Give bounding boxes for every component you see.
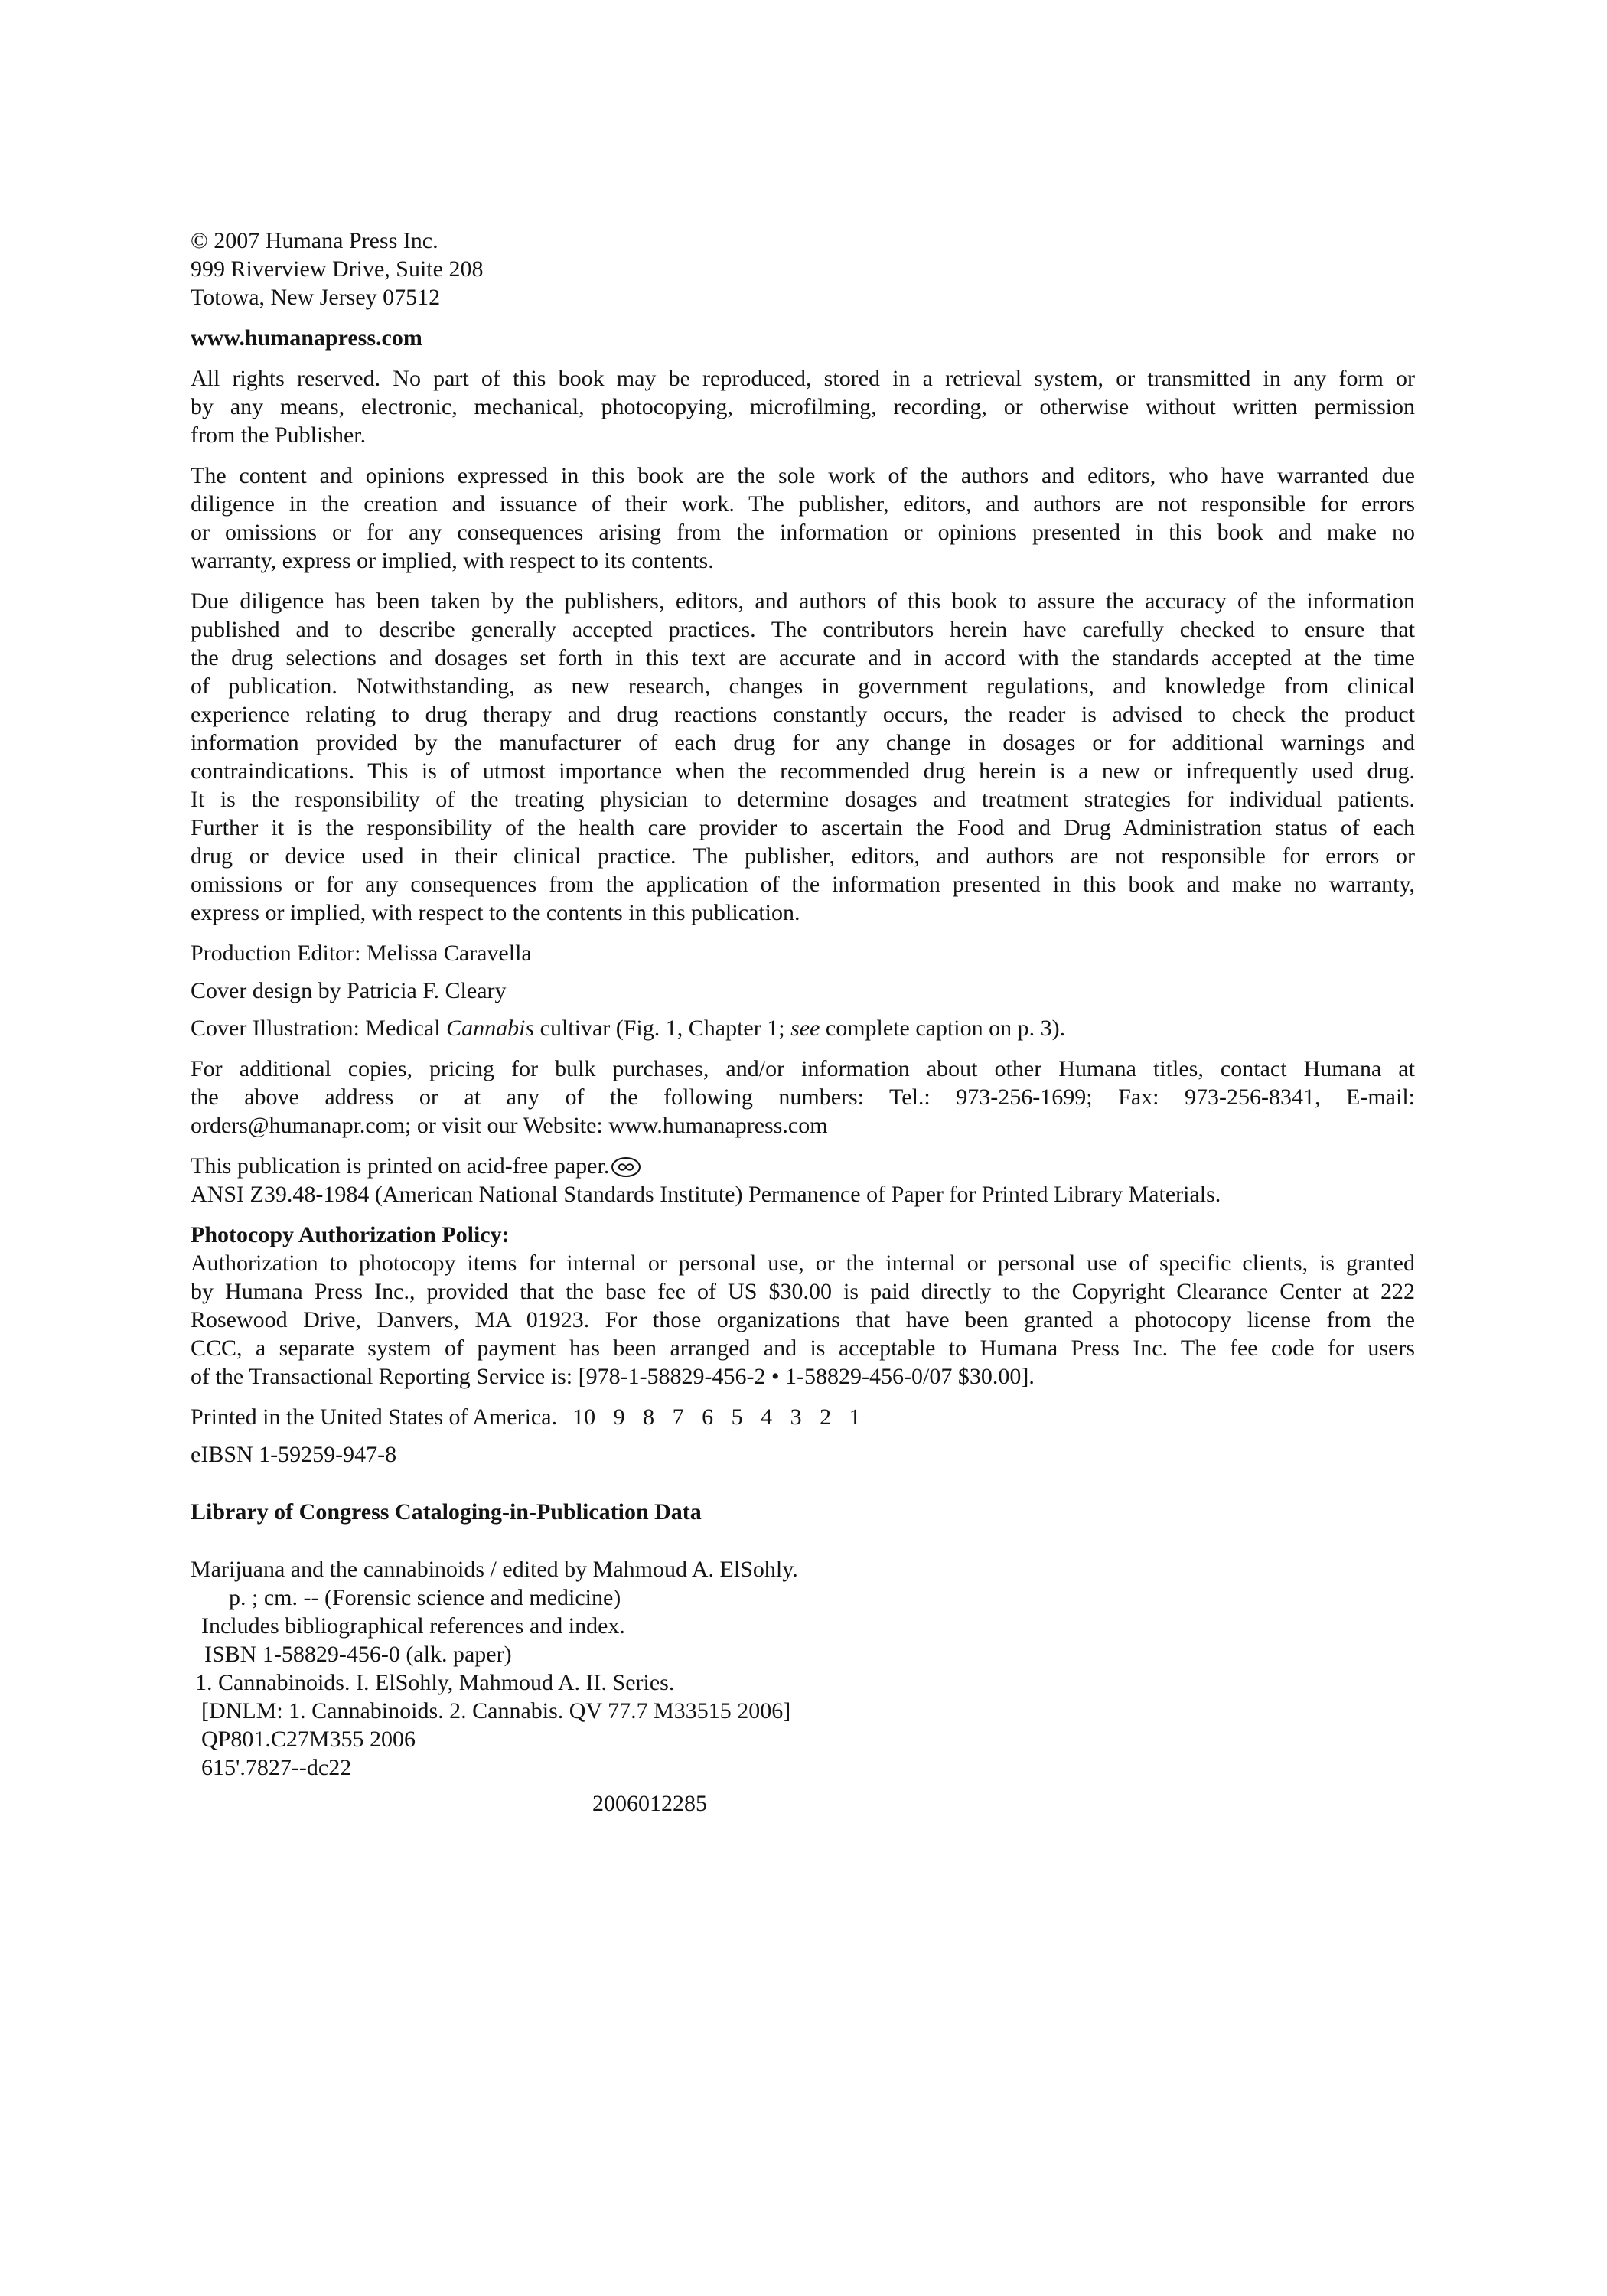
paragraph-line: of the Transactional Reporting Service is: [978-1-58829-456-2 • 1-58829-456-0/07 $30.00]. [191,1364,1035,1389]
cip-block [191,1498,1415,1818]
address-line-2: Totowa, New Jersey 07512 [191,285,441,310]
copyright-page [191,227,1415,1818]
paragraph-line: express or implied, with respect to the contents in this publication. [191,900,800,925]
cover-illustration: Cover Illustration: Medical Cannabis cultivar (Fig. 1, Chapter 1; see complete caption on p. 3). [191,1016,1066,1041]
paragraph-line: For additional copies, pricing for bulk purchases, and/or information about other Humana titles, contact Humana at [191,1056,1415,1081]
cip-dewey: 615'.7827--dc22 [201,1755,352,1780]
paragraph-line: from the Publisher. [191,422,367,448]
paragraph-line: contraindications. This is of utmost importance when the recommended drug herein is a new or infrequently used drug. [191,758,1415,784]
additional-copies-paragraph [191,1055,1415,1140]
paragraph-line: information provided by the manufacturer of each drug for any change in dosages or for additional warnings and [191,730,1415,755]
publisher-block [191,227,1415,311]
paragraph-line: CCC, a separate system of payment has been arranged and is acceptable to Humana Press Inc. The fee code for users [191,1336,1415,1361]
paragraph-line: drug or device used in their clinical practice. The publisher, editors, and authors are not responsible for errors or [191,843,1415,869]
print-number-line: 10 9 8 7 6 5 4 3 2 1 [572,1404,861,1430]
photocopy-heading: Photocopy Authorization Policy: [191,1222,510,1247]
address-line-1: 999 Riverview Drive, Suite 208 [191,256,484,282]
paragraph-line: diligence in the creation and issuance of their work. The publisher, editors, and authors are not responsible for errors [191,491,1415,517]
cip-isbn: ISBN 1-58829-456-0 (alk. paper) [204,1642,512,1667]
cip-lccn: 2006012285 [592,1791,707,1816]
cip-dnlm: [DNLM: 1. Cannabinoids. 2. Cannabis. QV 77.7 M33515 2006] [201,1698,791,1724]
copyright-line: © 2007 Humana Press Inc. [191,228,438,253]
paragraph-line: by any means, electronic, mechanical, photocopying, microfilming, recording, or otherwise without written permission [191,394,1415,419]
cover-design: Cover design by Patricia F. Cleary [191,978,507,1003]
credits-block [191,939,1415,1042]
eisbn-line: eIBSN 1-59259-947-8 [191,1442,397,1467]
photocopy-policy [191,1221,1415,1391]
paragraph-line: Rosewood Drive, Danvers, MA 01923. For those organizations that have been granted a photocopy license from the [191,1307,1415,1332]
paragraph-line: Authorization to photocopy items for internal or personal use, or the internal or personal use of specific clients, is granted [191,1251,1415,1276]
paragraph-line: the drug selections and dosages set forth in this text are accurate and in accord with the standards accepted at the time [191,645,1415,670]
content-disclaimer-paragraph [191,461,1415,575]
paragraph-line: experience relating to drug therapy and drug reactions constantly occurs, the reader is advised to check the product [191,702,1415,727]
paper-block [191,1152,1415,1208]
cip-includes: Includes bibliographical references and index. [201,1613,625,1639]
paragraph-line: Further it is the responsibility of the health care provider to ascertain the Food and Drug Administration status of each [191,815,1415,840]
publisher-website: www.humanapress.com [191,325,422,351]
paragraph-line: Due diligence has been taken by the publishers, editors, and authors of this book to assure the accuracy of the information [191,589,1415,614]
paragraph-line: warranty, express or implied, with respect to its contents. [191,548,714,573]
paragraph-line: by Humana Press Inc., provided that the base fee of US $30.00 is paid directly to the Copyright Clearance Center at 222 [191,1279,1415,1304]
paragraph-line: It is the responsibility of the treating physician to determine dosages and treatment strategies for individual patients. [191,787,1415,812]
paragraph-line: or omissions or for any consequences arising from the information or opinions presented in this book and make no [191,520,1415,545]
paragraph-line: published and to describe generally accepted practices. The contributors herein have carefully checked to ensure that [191,617,1415,642]
paragraph-line: omissions or for any consequences from the application of the information presented in this book and make no warranty, [191,872,1415,897]
infinity-circle-icon [611,1156,641,1178]
production-editor: Production Editor: Melissa Caravella [191,941,532,966]
cip-subjects: 1. Cannabinoids. I. ElSohly, Mahmoud A. II. Series. [195,1670,675,1695]
paragraph-line: All rights reserved. No part of this book may be reproduced, stored in a retrieval system, or transmitted in any form or [191,366,1415,391]
cip-lc-class: QP801.C27M355 2006 [201,1727,416,1752]
paragraph-line: orders@humanapr.com; or visit our Website: www.humanapress.com [191,1113,828,1138]
due-diligence-paragraph [191,587,1415,927]
acid-free-line: This publication is printed on acid-free paper. [191,1152,1415,1180]
rights-paragraph [191,364,1415,449]
cip-title-line: Marijuana and the cannabinoids / edited by Mahmoud A. ElSohly. [191,1557,798,1582]
paragraph-line: of publication. Notwithstanding, as new research, changes in government regulations, and knowledge from clinical [191,673,1415,699]
printed-in-line: Printed in the United States of America. 10 9 8 7 6 5 4 3 2 1 [191,1404,861,1430]
paragraph-line: the above address or at any of the following numbers: Tel.: 973-256-1699; Fax: 973-256-8341, E-mail: [191,1084,1415,1110]
cip-physical: p. ; cm. -- (Forensic science and medicine) [229,1585,621,1610]
ansi-line: ANSI Z39.48-1984 (American National Standards Institute) Permanence of Paper for Printed Library Materials. [191,1182,1221,1207]
printing-block [191,1403,1415,1469]
paragraph-line: The content and opinions expressed in this book are the sole work of the authors and editors, who have warranted due [191,463,1415,488]
cip-heading: Library of Congress Cataloging-in-Publication Data [191,1499,702,1525]
